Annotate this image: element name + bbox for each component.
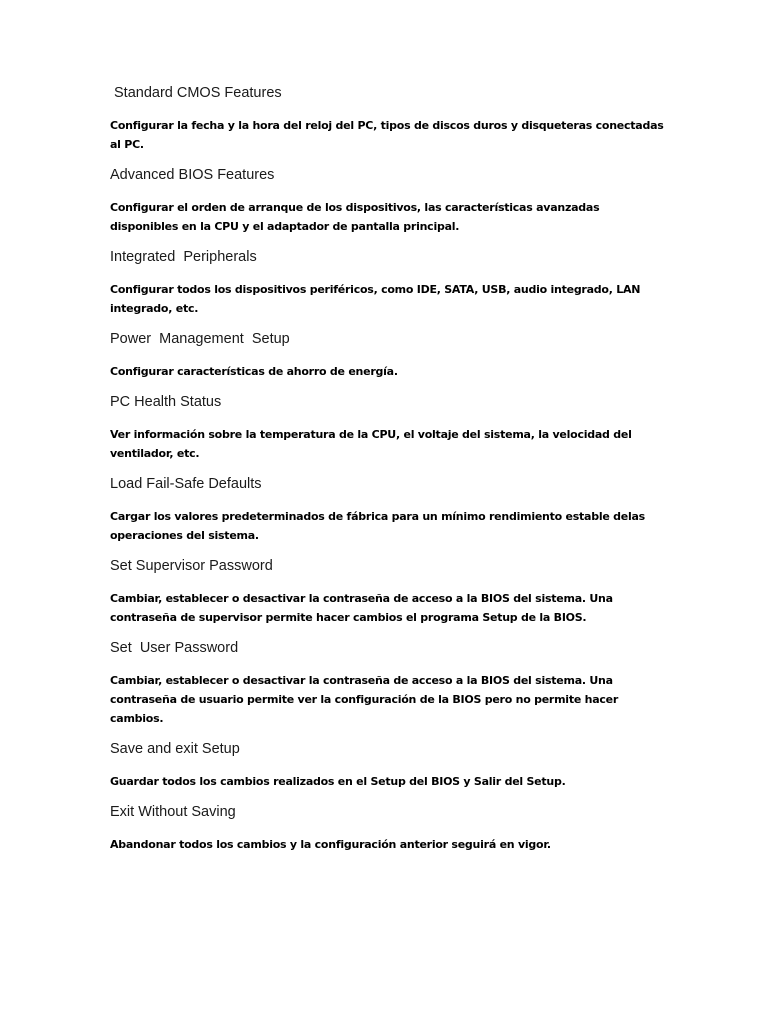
section-title: Power Management Setup — [110, 331, 290, 347]
section-description: Ver información sobre la temperatura de la CPU, el voltaje del sistema, la velocidad del ventilador, etc. — [110, 428, 632, 460]
section-pc-health-status — [110, 393, 670, 463]
section-description: Abandonar todos los cambios y la configuración anterior seguirá en vigor. — [110, 838, 551, 851]
section-load-fail-safe-defaults — [110, 475, 670, 545]
section-title: Load Fail-Safe Defaults — [110, 476, 262, 492]
section-standard-cmos-features — [110, 84, 670, 154]
section-description: Cambiar, establecer o desactivar la contraseña de acceso a la BIOS del sistema. Una contraseña de usuario permite ver la configuración de la BIOS pero no permite hacer cambios. — [110, 674, 619, 725]
section-exit-without-saving — [110, 803, 670, 854]
section-title: Standard CMOS Features — [114, 85, 282, 101]
section-title: Advanced BIOS Features — [110, 167, 275, 183]
section-set-user-password — [110, 639, 670, 728]
section-title: Save and exit Setup — [110, 741, 240, 757]
section-description: Configurar el orden de arranque de los dispositivos, las características avanzadas disponibles en la CPU y el adaptador de pantalla principal. — [110, 201, 600, 233]
section-title: Integrated Peripherals — [110, 249, 257, 265]
section-title: Exit Without Saving — [110, 804, 236, 820]
section-description: Configurar características de ahorro de energía. — [110, 365, 398, 378]
section-integrated-peripherals — [110, 248, 670, 318]
document-body — [110, 84, 670, 866]
section-set-supervisor-password — [110, 557, 670, 627]
section-description: Cargar los valores predeterminados de fábrica para un mínimo rendimiento estable delas operaciones del sistema. — [110, 510, 645, 542]
section-description: Guardar todos los cambios realizados en el Setup del BIOS y Salir del Setup. — [110, 775, 566, 788]
section-title: Set Supervisor Password — [110, 558, 273, 574]
section-description: Cambiar, establecer o desactivar la contraseña de acceso a la BIOS del sistema. Una contraseña de supervisor permite hacer cambios el programa Setup de la BIOS. — [110, 592, 613, 624]
section-description: Configurar la fecha y la hora del reloj del PC, tipos de discos duros y disqueteras conectadas al PC. — [110, 119, 664, 151]
section-advanced-bios-features — [110, 166, 670, 236]
section-title: Set User Password — [110, 640, 239, 656]
section-save-and-exit-setup — [110, 740, 670, 791]
section-description: Configurar todos los dispositivos periféricos, como IDE, SATA, USB, audio integrado, LAN integrado, etc. — [110, 283, 641, 315]
section-title: PC Health Status — [110, 394, 222, 410]
section-power-management-setup — [110, 330, 670, 381]
